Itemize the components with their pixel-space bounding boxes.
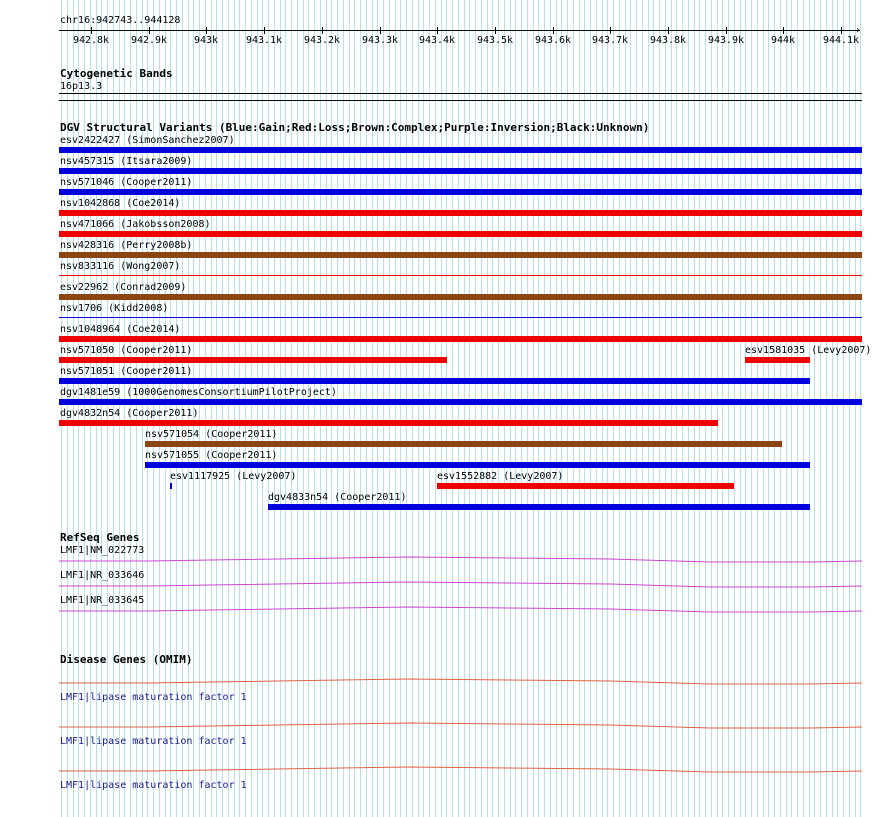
ruler-tick-label: 943.2k: [303, 35, 341, 46]
dgv-variant-label[interactable]: dgv4833n54 (Cooper2011): [268, 492, 407, 503]
omim-gene-model[interactable]: [59, 679, 862, 684]
refseq-gene-model[interactable]: [59, 607, 862, 612]
omim-track-title: Disease Genes (OMIM): [60, 653, 193, 666]
dgv-variant-label[interactable]: esv2422427 (SimonSanchez2007): [60, 135, 235, 146]
dgv-variant-label[interactable]: nsv457315 (Itsara2009): [60, 156, 193, 167]
dgv-variant-label[interactable]: esv1581035 (Levy2007): [745, 345, 872, 356]
dgv-variant-label[interactable]: esv1117925 (Levy2007): [170, 471, 297, 482]
refseq-gene-label[interactable]: LMF1|NM_022773: [60, 545, 145, 556]
omim-gene-model[interactable]: [59, 723, 862, 728]
dgv-variant-label[interactable]: nsv1048964 (Coe2014): [60, 324, 181, 335]
ruler-tick-label: 943.6k: [534, 35, 572, 46]
ruler-tick-label: 943.7k: [591, 35, 629, 46]
ruler-tick-label: 943.4k: [418, 35, 456, 46]
dgv-variant-label[interactable]: esv1552882 (Levy2007): [437, 471, 564, 482]
omim-gene-label[interactable]: LMF1|lipase maturation factor 1: [60, 736, 247, 747]
refseq-track-title: RefSeq Genes: [60, 531, 140, 544]
ruler-tick-label: 943k: [193, 35, 219, 46]
ruler-tick-label: 944k: [770, 35, 796, 46]
cytoband-label[interactable]: 16p13.3: [60, 81, 103, 92]
dgv-track-title: DGV Structural Variants (Blue:Gain;Red:Loss;Brown:Complex;Purple:Inversion;Black:Unknown): [60, 121, 650, 134]
ruler-tick-label: 942.9k: [130, 35, 168, 46]
omim-gene-model[interactable]: [59, 767, 862, 772]
dgv-variant-label[interactable]: dgv4832n54 (Cooper2011): [60, 408, 199, 419]
ruler-tick-label: 943.3k: [361, 35, 399, 46]
ruler-coordinates: chr16:942743..944128: [60, 15, 181, 26]
dgv-variant-label[interactable]: nsv571050 (Cooper2011): [60, 345, 193, 356]
ruler-tick-label: 943.9k: [707, 35, 745, 46]
dgv-variant-label[interactable]: esv22962 (Conrad2009): [60, 282, 187, 293]
dgv-variant-label[interactable]: nsv428316 (Perry2008b): [60, 240, 193, 251]
ruler-tick-label: 942.8k: [72, 35, 110, 46]
refseq-gene-model[interactable]: [59, 557, 862, 562]
ruler-tick-label: 943.5k: [476, 35, 514, 46]
dgv-variant-label[interactable]: nsv833116 (Wong2007): [60, 261, 181, 272]
refseq-gene-label[interactable]: LMF1|NR_033645: [60, 595, 145, 606]
dgv-variant-label[interactable]: nsv571051 (Cooper2011): [60, 366, 193, 377]
ruler-tick-label: 943.1k: [245, 35, 283, 46]
dgv-variant-label[interactable]: nsv571046 (Cooper2011): [60, 177, 193, 188]
dgv-variant-label[interactable]: dgv1481e59 (1000GenomesConsortiumPilotProject): [60, 387, 337, 398]
omim-gene-label[interactable]: LMF1|lipase maturation factor 1: [60, 780, 247, 791]
omim-gene-label[interactable]: LMF1|lipase maturation factor 1: [60, 692, 247, 703]
refseq-gene-model[interactable]: [59, 582, 862, 587]
dgv-variant-label[interactable]: nsv571054 (Cooper2011): [145, 429, 278, 440]
dgv-variant-label[interactable]: nsv471066 (Jakobsson2008): [60, 219, 211, 230]
ruler-arrow-icon: ›: [855, 25, 862, 36]
cytobands-track-title: Cytogenetic Bands: [60, 67, 173, 80]
refseq-gene-label[interactable]: LMF1|NR_033646: [60, 570, 145, 581]
dgv-variant-label[interactable]: nsv1706 (Kidd2008): [60, 303, 169, 314]
ruler-tick-label: 943.8k: [649, 35, 687, 46]
dgv-variant-label[interactable]: nsv571055 (Cooper2011): [145, 450, 278, 461]
dgv-variant-label[interactable]: nsv1042868 (Coe2014): [60, 198, 181, 209]
ruler-tick-label: 944.1k: [822, 35, 860, 46]
